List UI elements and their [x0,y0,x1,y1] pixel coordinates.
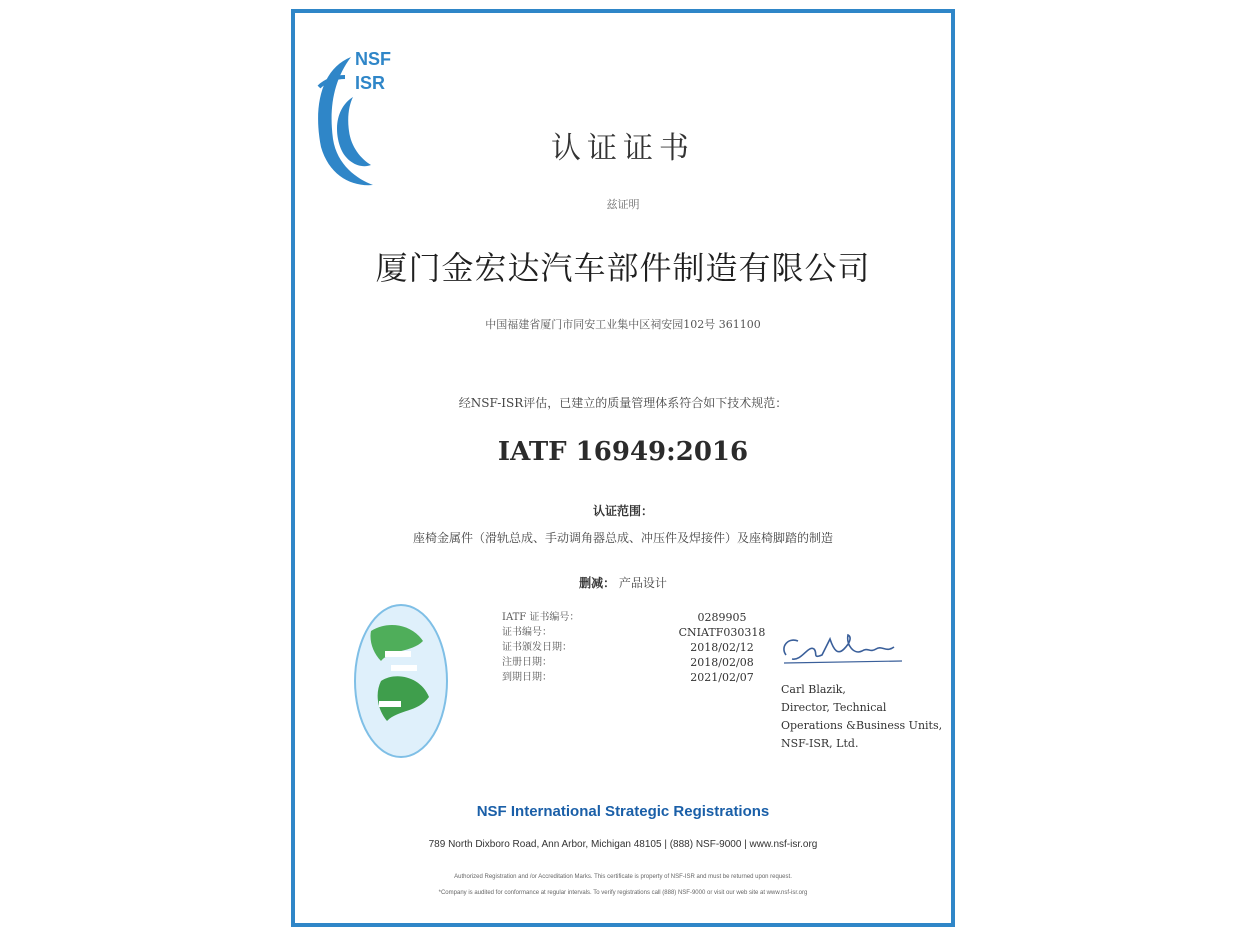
certificate [291,9,955,927]
company-name: 厦门金宏达汽车部件制造有限公司 [375,249,871,287]
signer-title-1: Director, Technical [781,701,887,714]
detail-value: 2021/02/07 [690,671,754,684]
detail-row [502,610,782,625]
detail-row [502,625,782,640]
scope-heading: 认证范围： [592,504,653,518]
issuer-name: NSF International Strategic Registrations [476,803,770,820]
signature [778,625,908,675]
signer-name: Carl Blazik, [781,683,846,696]
detail-label: IATF 证书编号： [502,612,580,623]
detail-value: 2018/02/08 [690,656,754,669]
detail-value: 2018/02/12 [690,641,754,654]
certificate-title: 认证证书 [551,131,695,166]
scope-text: 座椅金属件（滑轨总成、手动调角器总成、冲压件及焊接件）及座椅脚踏的制造 [412,531,833,545]
detail-label: 证书颁发日期： [502,642,572,653]
detail-label: 到期日期： [502,672,552,683]
detail-row [502,655,782,670]
fine-print-2: *Company is audited for conformance at regular intervals. To verify registrations call (888) NSF-9000 or visit our web site at www.nsf-isr.org [438,890,808,896]
signer-org: NSF-ISR, Ltd. [781,737,859,750]
standard-name: IATF 16949:2016 [497,437,749,467]
conformity-statement: 经NSF-ISR评估，已建立的质量管理体系符合如下技术规范： [458,396,788,410]
logo-isr-text: ISR [355,73,386,93]
detail-value: 0289905 [697,611,747,624]
detail-row [502,640,782,655]
certificate-details [502,610,782,685]
signer-title-2: Operations &Business Units, [781,719,943,732]
prove-label: 兹证明 [606,198,640,211]
exclusion-label: 删减： [579,576,616,590]
exclusion [295,574,951,591]
globe-seal-icon [351,601,451,761]
logo-nsf-text: NSF [355,49,391,69]
detail-label: 证书编号： [502,627,552,638]
nsf-isr-logo [311,47,391,197]
detail-value: CNIATF030318 [678,626,766,639]
issuer-contact: 789 North Dixboro Road, Ann Arbor, Michigan 48105 | (888) NSF-9000 | www.nsf-isr.org [428,839,818,850]
exclusion-value: 产品设计 [618,576,667,590]
fine-print-1: Authorized Registration and /or Accreditation Marks. This certificate is property of NSF-ISR and must be returned upon request. [454,874,792,880]
detail-row [502,670,782,685]
signer-block [781,681,942,753]
detail-label: 注册日期： [502,657,552,668]
company-address: 中国福建省厦门市同安工业集中区祠安园102号 361100 [485,318,761,331]
